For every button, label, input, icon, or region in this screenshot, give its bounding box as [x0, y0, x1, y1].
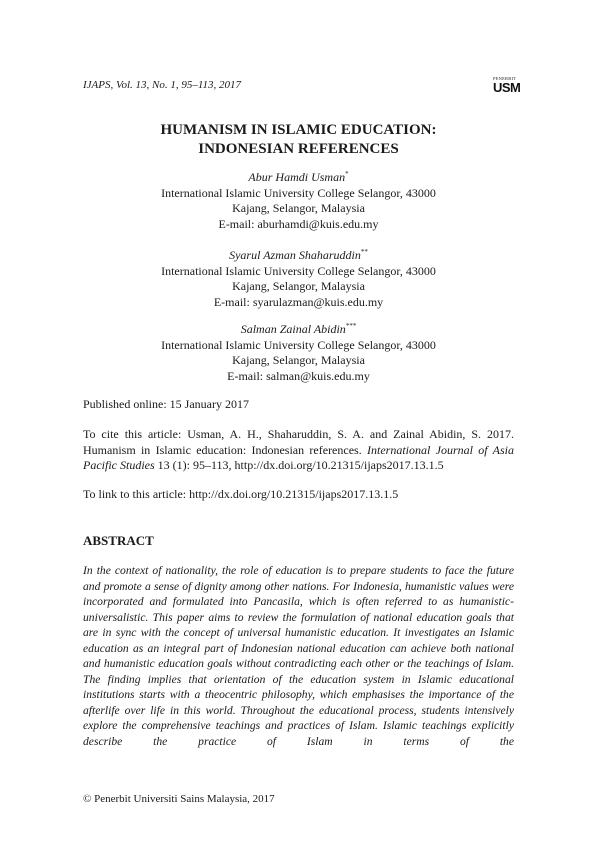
title-line-2: INDONESIAN REFERENCES [198, 141, 399, 157]
author-block-1 [83, 167, 514, 232]
citation: To cite this article: Usman, A. H., Shaharuddin, S. A. and Zainal Abidin, S. 2017. Humanism in Islamic education: Indonesian references. International Journal of Asia Pacific Studies 13 (1): 95–113, http://dx.doi.org/10.21315/ijaps2017.13.1.5 [83, 427, 515, 472]
author-block-3 [83, 319, 514, 384]
author-location: Kajang, Selangor, Malaysia [232, 201, 365, 216]
author-affiliation: International Islamic University College Selangor, 43000 [161, 263, 436, 278]
journal-reference: IJAPS, Vol. 13, No. 1, 95–113, 2017 [83, 79, 242, 91]
author-location: Kajang, Selangor, Malaysia [232, 279, 365, 294]
publisher-logo [493, 76, 521, 102]
article-title [83, 121, 514, 159]
copyright-footer: © Penerbit Universiti Sains Malaysia, 2017 [83, 793, 275, 805]
author-affiliation: International Islamic University College Selangor, 43000 [161, 337, 436, 352]
published-date: Published online: 15 January 2017 [83, 397, 249, 411]
author-email: E-mail: salman@kuis.edu.my [227, 368, 370, 383]
author-name: Abur Hamdi Usman* [248, 170, 349, 184]
author-affiliation: International Islamic University College Selangor, 43000 [161, 185, 436, 200]
author-email: E-mail: aburhamdi@kuis.edu.my [218, 216, 379, 231]
article-link: To link to this article: http://dx.doi.org/10.21315/ijaps2017.13.1.5 [83, 487, 399, 501]
author-location: Kajang, Selangor, Malaysia [232, 353, 365, 368]
logo-mark: USM [493, 80, 521, 95]
title-line-1: HUMANISM IN ISLAMIC EDUCATION: [160, 122, 437, 138]
author-name: Salman Zainal Abidin*** [240, 322, 357, 336]
author-name: Syarul Azman Shaharuddin** [229, 248, 368, 262]
author-email: E-mail: syarulazman@kuis.edu.my [213, 294, 384, 309]
logo-small-text: PENERBIT [493, 76, 517, 81]
abstract-text: In the context of nationality, the role of education is to prepare students to face the future and promote a sense of dignity among other nations. For Indonesia, humanistic values were incorporated and formulated into Pancasila, which is often referred to as humanistic-universalistic. This paper aims to review the formulation of national education goals that are in sync with the concept of universal humanistic education. It investigates an Islamic education as an integral part of Indonesian national education can achieve both national and humanistic education goals without contradicting each other or the teachings of Islam. The finding implies that orientation of the education system in Islamic educational institutions starts with a theocentric philosophy, which emphasises the importance of the afterlife over life in this world. Throughout the educational process, students intensively explore the comprehensive teachings and practices of Islam. Islamic teachings explicitly describe the practice of Islam in terms of the [83, 564, 514, 748]
author-block-2 [83, 245, 514, 310]
citation-journal: International Journal of Asia Pacific Studies [83, 442, 515, 472]
abstract-heading: ABSTRACT [83, 533, 154, 548]
